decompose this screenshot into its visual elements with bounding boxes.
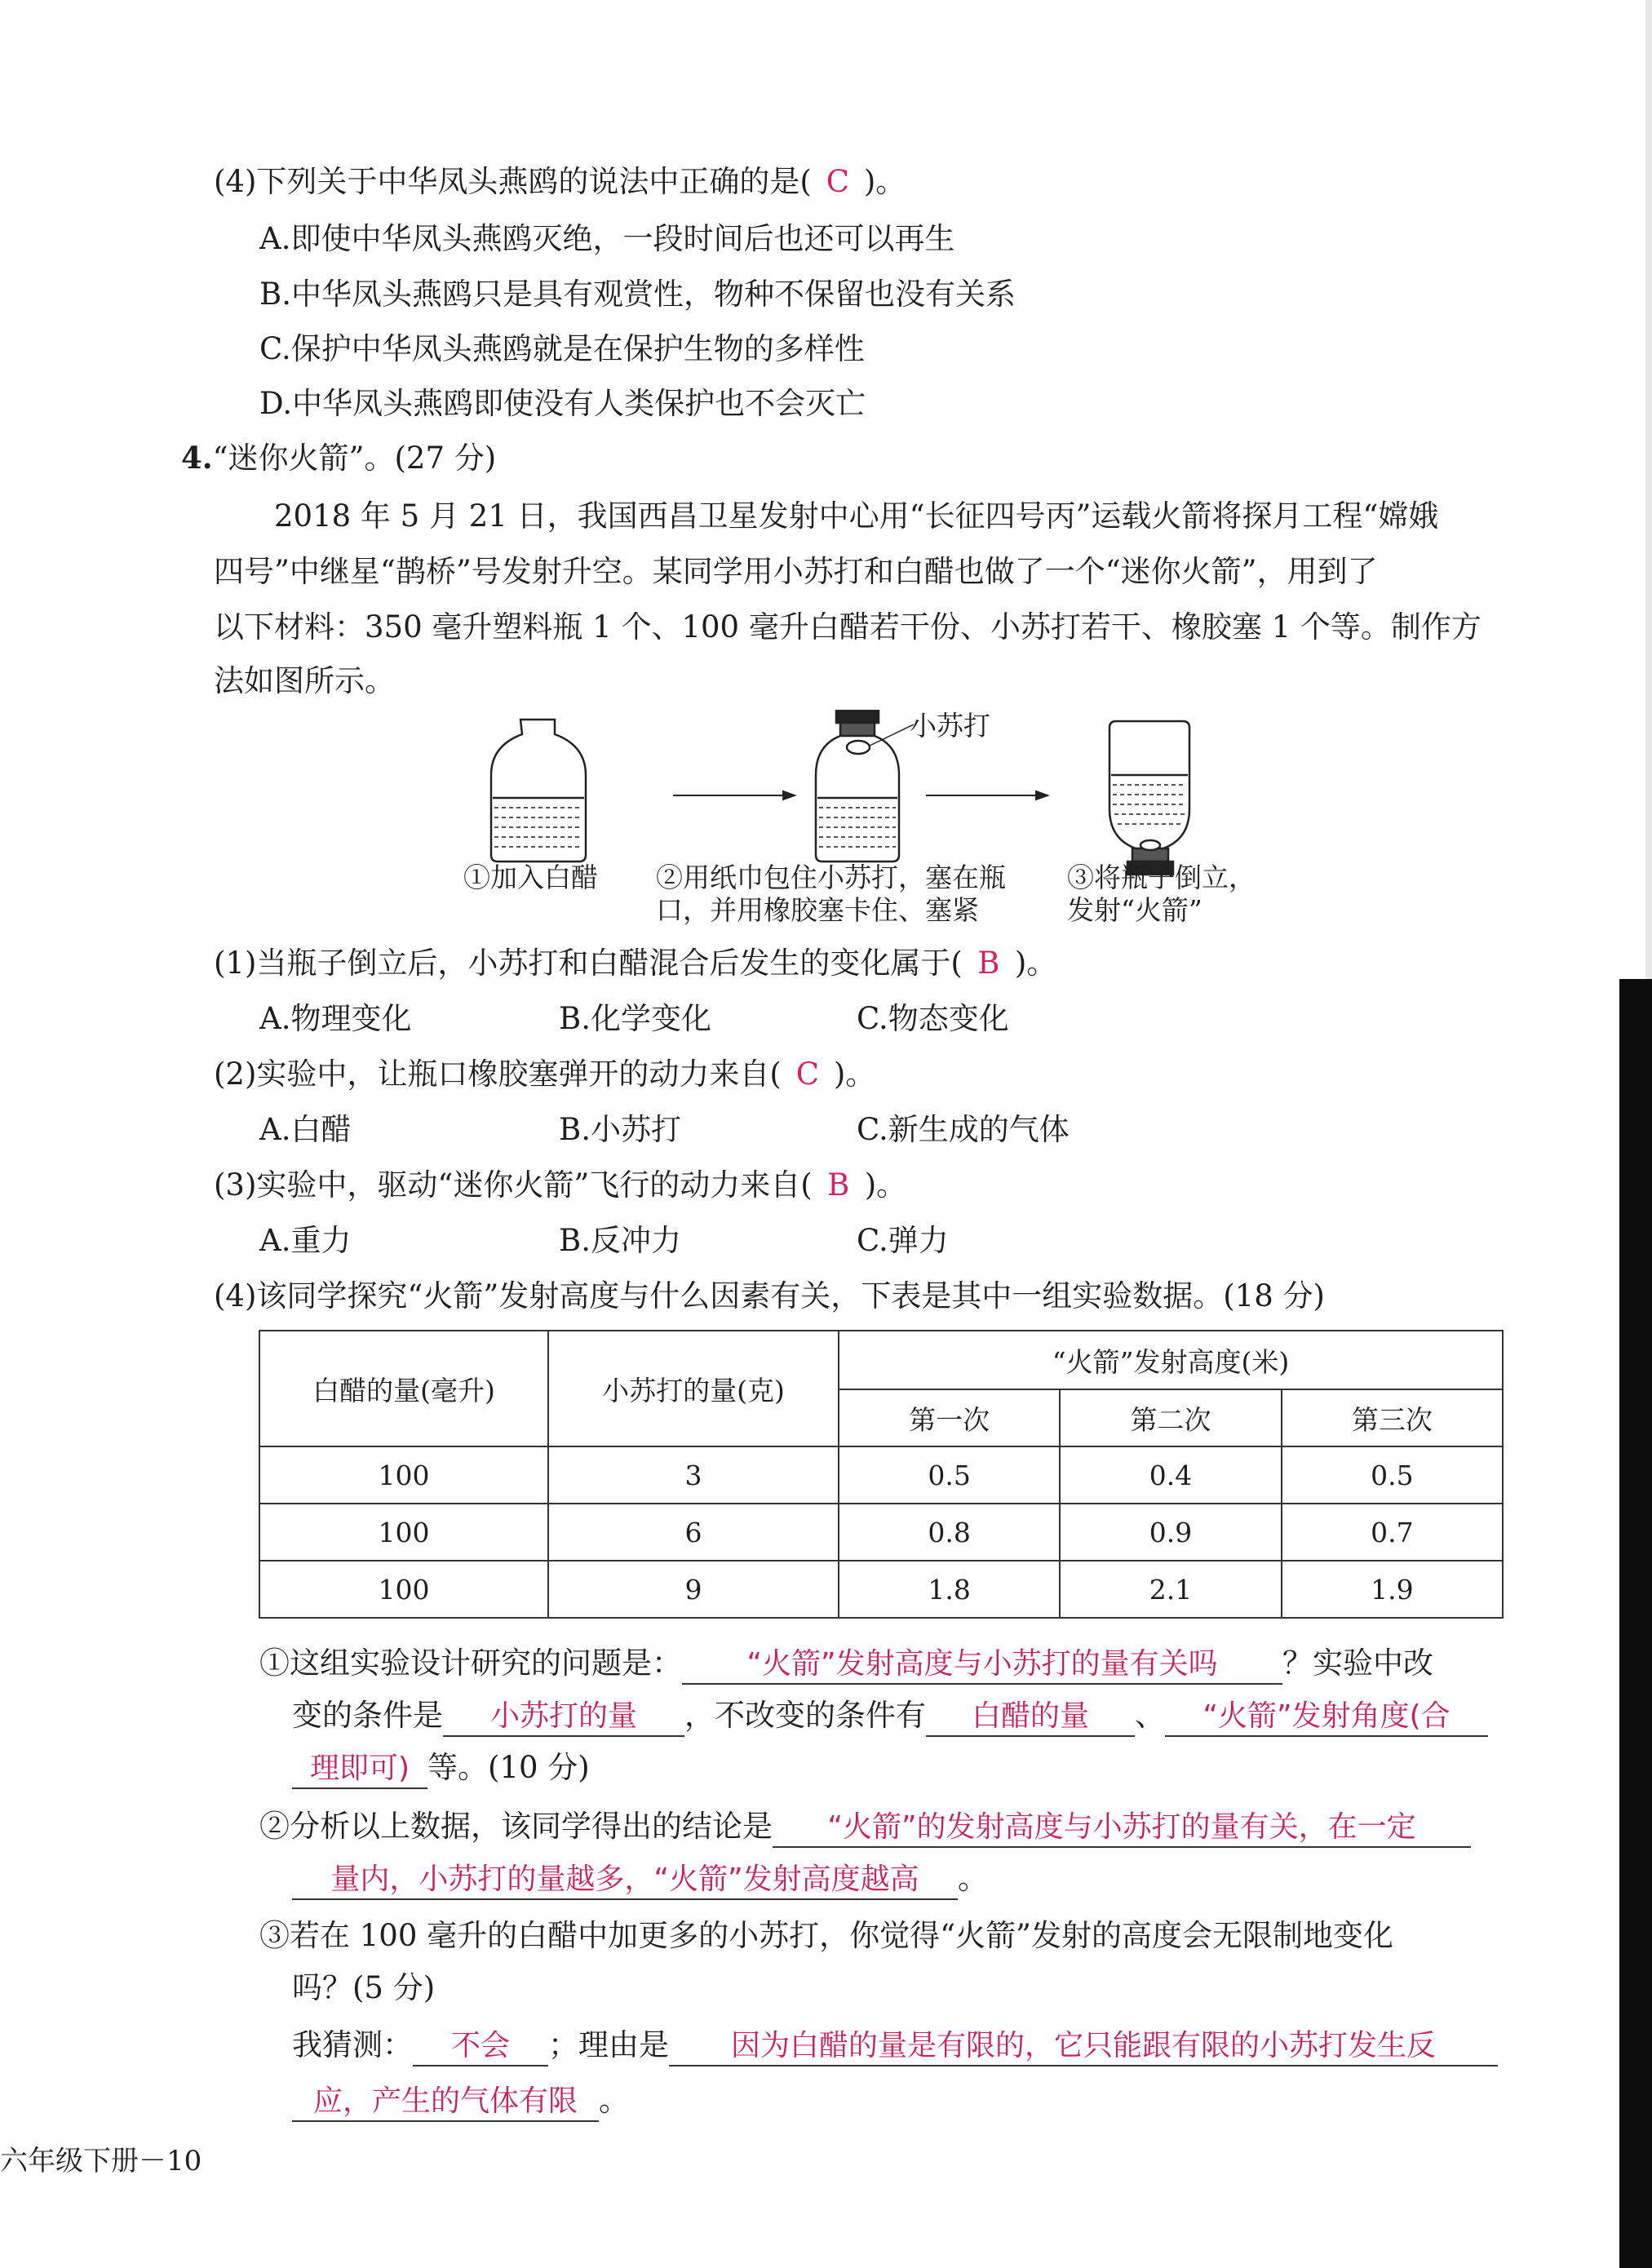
sub3-option-c: C.弹力 — [857, 1223, 949, 1258]
cell-trial-2: 0.9 — [1060, 1504, 1281, 1561]
sub3-answer: B — [827, 1167, 850, 1203]
header-trial-3: 第三次 — [1282, 1389, 1503, 1446]
arrow-2-icon — [926, 791, 1047, 800]
q3-part4-stem: (4)下列关于中华凤头燕鸥的说法中正确的是( C )。 — [214, 164, 906, 199]
bottle-3-inverted-icon — [1109, 721, 1189, 875]
sub2-option-b: B.小苏打 — [559, 1112, 681, 1147]
part-c-line2: 吗？(5 分) — [292, 1970, 436, 2005]
table-row — [259, 1446, 1503, 1504]
table-row — [259, 1561, 1503, 1618]
sub2-answer: C — [795, 1056, 820, 1092]
sub1-answer: B — [977, 946, 1000, 981]
part-a-answer-changed: 小苏打的量 — [443, 1698, 684, 1737]
sub2-stem: (2)实验中，让瓶口橡胶塞弹开的动力来自( C )。 — [214, 1056, 876, 1092]
cell-trial-3: 1.9 — [1282, 1561, 1503, 1618]
cell-vinegar: 100 — [259, 1561, 548, 1618]
rocket-diagram — [457, 710, 1289, 955]
table-row — [259, 1504, 1503, 1561]
header-vinegar: 白醋的量(毫升) — [259, 1331, 548, 1446]
part-c-answer-guess: 不会 — [413, 2027, 548, 2066]
cell-soda: 6 — [548, 1504, 839, 1561]
q4-intro-line2: 四号”中继星“鹊桥”号发射升空。某同学用小苏打和白醋也做了一个“迷你火箭”，用到了 — [214, 554, 1378, 589]
cell-trial-3: 0.7 — [1282, 1504, 1503, 1561]
step1-caption: ①加入白醋 — [463, 862, 598, 893]
cell-trial-1: 0.8 — [839, 1504, 1060, 1561]
q4-intro-line3: 以下材料：350 毫升塑料瓶 1 个、100 毫升白醋若干份、小苏打若干、橡胶塞 1 个等。制作方 — [214, 609, 1481, 645]
part-a-answer-cont: 理即可) — [292, 1750, 427, 1789]
cell-trial-1: 0.5 — [839, 1446, 1060, 1504]
cell-trial-2: 0.4 — [1060, 1446, 1281, 1504]
part-a-answer-unchanged-2: “火箭”发射角度(合 — [1165, 1698, 1488, 1737]
part-c-line4: 应，产生的气体有限 。 — [292, 2082, 629, 2122]
q4-intro-line1: 2018 年 5 月 21 日，我国西昌卫星发射中心用“长征四号丙”运载火箭将探月工程“嫦娥 — [274, 498, 1439, 534]
q4-title: 4.“迷你火箭”。(27 分) — [181, 440, 497, 476]
q3-part4-option-a: A.即使中华凤头燕鸥灭绝，一段时间后也还可以再生 — [259, 221, 955, 256]
part-a-answer-question: “火箭”发射高度与小苏打的量有关吗 — [682, 1646, 1282, 1685]
page-footer: 六年级下册－10 — [0, 2145, 202, 2177]
cell-soda: 3 — [548, 1446, 839, 1504]
cell-vinegar: 100 — [259, 1446, 548, 1504]
cell-trial-1: 1.8 — [839, 1561, 1060, 1618]
sub3-option-a: A.重力 — [259, 1223, 352, 1258]
sub4-stem: (4)该同学探究“火箭”发射高度与什么因素有关，下表是其中一组实验数据。(18 分) — [214, 1278, 1325, 1313]
sub1-option-c: C.物态变化 — [857, 1001, 1009, 1036]
step2-caption-line1: ②用纸巾包住小苏打，塞在瓶 — [656, 862, 1006, 893]
q3-part4-option-b: B.中华凤头燕鸥只是具有观赏性，物种不保留也没有关系 — [259, 277, 1016, 312]
sub2-option-a: A.白醋 — [259, 1112, 352, 1147]
scan-edge-light — [1645, 0, 1652, 979]
header-trial-2: 第二次 — [1060, 1389, 1281, 1446]
part-b-line1: ②分析以上数据，该同学得出的结论是 “火箭”的发射高度与小苏打的量有关，在一定 — [259, 1808, 1471, 1848]
sub1-option-b: B.化学变化 — [559, 1001, 711, 1036]
part-c-line3: 我猜测： 不会 ；理由是 因为白醋的量是有限的，它只能跟有限的小苏打发生反 — [292, 2027, 1498, 2066]
cell-trial-3: 0.5 — [1282, 1446, 1503, 1504]
label-baking-soda: 小苏打 — [910, 710, 990, 742]
sub3-stem: (3)实验中，驱动“迷你火箭”飞行的动力来自( B )。 — [214, 1167, 907, 1203]
part-c-answer-reason: 因为白醋的量是有限的，它只能跟有限的小苏打发生反 — [669, 2027, 1498, 2066]
part-a-line1: ①这组实验设计研究的问题是： “火箭”发射高度与小苏打的量有关吗 ？实验中改 — [259, 1645, 1433, 1685]
part-c-answer-reason-cont: 应，产生的气体有限 — [292, 2083, 599, 2122]
sub1-option-a: A.物理变化 — [259, 1001, 412, 1036]
q3-part4-option-c: C.保护中华凤头燕鸥就是在保护生物的多样性 — [259, 331, 865, 366]
cell-trial-2: 2.1 — [1060, 1561, 1281, 1618]
header-launch-height: “火箭”发射高度(米) — [839, 1331, 1503, 1389]
part-b-answer: “火箭”的发射高度与小苏打的量有关，在一定 — [773, 1809, 1471, 1848]
sub2-option-c: C.新生成的气体 — [857, 1112, 1070, 1147]
part-c-line1: ③若在 100 毫升的白醋中加更多的小苏打，你觉得“火箭”发射的高度会无限制地变化 — [259, 1918, 1393, 1953]
part-b-line2: 量内，小苏打的量越多，“火箭”发射高度越高 。 — [292, 1860, 988, 1900]
experiment-data-table — [259, 1330, 1504, 1619]
sub1-stem: (1)当瓶子倒立后，小苏打和白醋混合后发生的变化属于( B )。 — [214, 946, 1057, 981]
bottle-1-icon — [491, 720, 586, 862]
part-a-line2: 变的条件是 小苏打的量 ，不改变的条件有 白醋的量 、 “火箭”发射角度(合 — [292, 1697, 1488, 1737]
sub3-option-b: B.反冲力 — [559, 1223, 681, 1258]
part-a-answer-unchanged-1: 白醋的量 — [926, 1698, 1135, 1737]
bottle-2-icon — [816, 710, 914, 862]
cell-soda: 9 — [548, 1561, 839, 1618]
step2-caption-line2: 口，并用橡胶塞卡住、塞紧 — [656, 894, 979, 926]
q4-intro-line4: 法如图所示。 — [214, 663, 395, 698]
step3-caption-line1: ③将瓶子倒立， — [1067, 862, 1256, 893]
cell-vinegar: 100 — [259, 1504, 548, 1561]
scan-edge-dark — [1619, 979, 1652, 2268]
part-b-answer-cont: 量内，小苏打的量越多，“火箭”发射高度越高 — [292, 1861, 958, 1900]
step3-caption-line2: 发射“火箭” — [1067, 894, 1202, 926]
q3-part4-option-d: D.中华凤头燕鸥即使没有人类保护也不会灭亡 — [259, 386, 866, 421]
header-trial-1: 第一次 — [839, 1389, 1060, 1446]
q3-part4-answer: C — [826, 164, 850, 199]
part-a-line3: 理即可) 等。(10 分) — [292, 1749, 590, 1789]
header-soda: 小苏打的量(克) — [548, 1331, 839, 1446]
arrow-1-icon — [673, 791, 795, 800]
bottle-steps-figure — [457, 710, 1289, 881]
